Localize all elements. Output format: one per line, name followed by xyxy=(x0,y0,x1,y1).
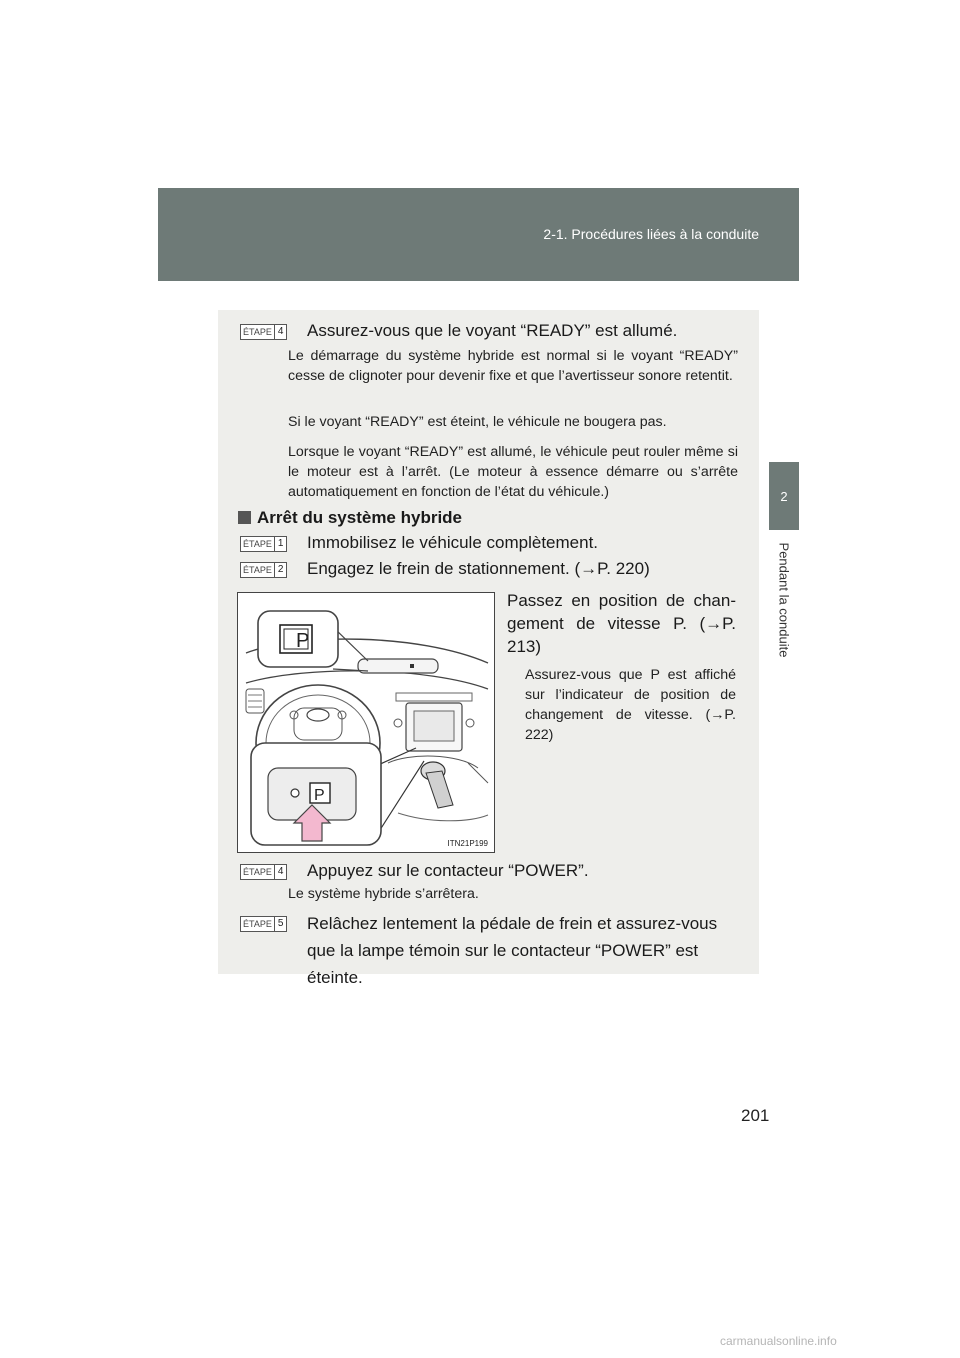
step-badge: ÉTAPE 4 xyxy=(240,324,287,340)
note-paragraph: Lorsque le voyant “READY” est allumé, le véhicule peut rouler même si le moteur est à l’arrêt. (Le moteur à essence démarre ou s’arrête automatiquement en fonction de l’état du véhicule.) xyxy=(288,444,738,500)
step-text: Appuyez sur le contacteur “POWER”. xyxy=(307,861,589,880)
note-paragraph: Le système hybride s’arrêtera. xyxy=(288,886,479,902)
step-badge: ÉTAPE 2 xyxy=(240,562,287,578)
chapter-label: Pendant la conduite xyxy=(776,542,792,658)
section-heading: Arrêt du système hybride xyxy=(238,508,462,528)
button-p-letter: P xyxy=(314,787,325,804)
page-number: 201 xyxy=(741,1106,770,1125)
figure-code: ITN21P199 xyxy=(447,839,488,848)
note-paragraph: Le démarrage du système hybride est normal si le voyant “READY” cesse de clignoter pour devenir fixe et que l’avertisseur sonore retentit. xyxy=(288,348,738,384)
step-text: Immobilisez le véhicule complètement. xyxy=(307,533,599,552)
note-paragraph: Si le voyant “READY” est éteint, le véhicule ne bougera pas. xyxy=(288,414,667,430)
chapter-tab xyxy=(769,462,799,530)
section-title: 2-1. Procédures liées à la conduite xyxy=(543,226,759,242)
step-badge: ÉTAPE 5 xyxy=(240,916,287,932)
dashboard-illustration xyxy=(237,592,495,853)
step-text: Assurez-vous que le voyant “READY” est allumé. xyxy=(307,321,678,340)
step-badge: ÉTAPE 1 xyxy=(240,536,287,552)
step-text: Relâchez lentement la pédale de frein et assurez-vous que la lampe témoin sur le contacteur “POWER” est éteinte. xyxy=(307,914,718,987)
indicator-p-letter: P xyxy=(296,630,310,652)
step-text: Engagez le frein de stationnement. (→P. 220) xyxy=(307,559,650,578)
step-badge: ÉTAPE 4 xyxy=(240,864,287,880)
step-text: Passez en position de chan-gement de vitesse P. (→P. 213) xyxy=(507,591,736,656)
dashboard-drawing xyxy=(238,593,494,852)
chapter-tab-number: 2 xyxy=(780,488,788,504)
content-box xyxy=(218,310,759,987)
header-band xyxy=(158,188,799,281)
watermark: carmanualsonline.info xyxy=(720,1334,837,1348)
square-bullet-icon xyxy=(238,511,251,524)
note-paragraph: Assurez-vous que P est affiché sur l’indicateur de position de changement de vitesse. (→P. 222) xyxy=(525,667,736,743)
